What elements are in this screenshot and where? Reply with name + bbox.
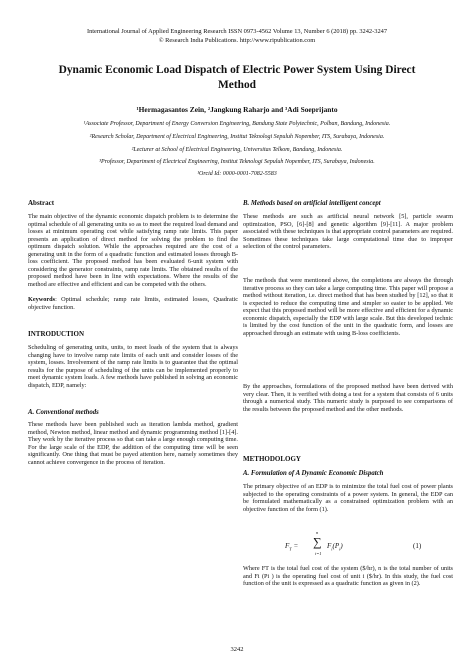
keywords-text: : Optimal schedule; ramp rate limits, estimated losses, Quadratic objective function. (28, 296, 238, 311)
equation-sum-lower: i=1 (315, 551, 322, 556)
ai-methods-p1: These methods are such as artificial neural network [5], particle swarm optimization, PSO, [6]-[8] and genetic algorithm [9]-[11]. A major problem associated with these techniques is that appropriate control parameters are required. Sometimes these techniques take large computational time due to improper selection of the control parameters. (243, 213, 453, 251)
affiliation-4: ³Professor, Department of Electrical Engineering, Institut Teknologi Sepuluh Nopember, ITS, Surabaya, Indonesia. (99, 159, 375, 165)
equation-sum-upper: n (316, 530, 319, 535)
equation-number: (1) (413, 542, 422, 550)
affiliation-3: ²Lecturer at School of Electrical Engineering, Universitas Telkom, Bandung, Indonesia. (131, 147, 343, 153)
journal-line-2: © Research India Publications. http://www.ripublication.com (158, 37, 316, 44)
journal-line-1: International Journal of Applied Engineering Research ISSN 0973-4562 Volume 13, Number 6 (2018) pp. 3242-3247 (86, 28, 388, 35)
equation-1 (243, 530, 453, 558)
introduction-heading: INTRODUCTION (28, 330, 85, 338)
authors: ¹Hermagasantos Zein, ²Jangkung Raharjo and ³Adi Soeprijanto (136, 105, 338, 114)
equation-rhs: $F_i(P_i)$ (327, 542, 343, 552)
ai-methods-p2: The methods that were mentioned above, the completions are always the through iterative process so they can take a large computing time. This paper will propose a method without iteration, i.e. direct method that has been studied by [12], so that it is expected to reduce the computing time and simpler so easier to be applied. We expect that this proposed method will be more effective and efficient for a dynamic economic dispatch, especially the EDP with large scale. But this developed technic is limited by the cost function of the unit in the quadratic form, and losses are approached through an estimate with using B-loss coefficients. (243, 277, 453, 337)
page-number: 3242 (230, 646, 244, 653)
keywords (28, 296, 238, 311)
methodology-p2: Where FT is the total fuel cost of the system ($/hr), n is the total number of units and Fi (Pi ) is the operating fuel cost of unit i ($/hr). In this study, the fuel cost function of the unit is expressed as a quadratic function as given in (2). (243, 565, 453, 588)
sum-symbol: ∑ (313, 535, 322, 549)
keywords-label: Keywords (28, 296, 56, 303)
conventional-text: These methods have been published such as iteration lambda method, gradient method, Newton method, linear method and dynamic programming method [1]-[4]. They work by the iterative process so that can take a large enough computing time. For the large scale of the EDP, the addition of the computing time will be seen significantly. One thing that must be payed attention here, namely sometimes they cannot achieve convergence in the process of iteration. (28, 421, 238, 466)
ai-methods-p3: By the approaches, formulations of the proposed method have been derived with very clear. Then, it is verified with doing a test for a system that consists of 6 units through a numerical study. This numeric study is purposed to see comparisons of the results between the proposed method and the other methods. (243, 383, 453, 413)
abstract-heading: Abstract (28, 199, 55, 207)
methodology-heading: METHODOLOGY (243, 455, 301, 463)
formulation-heading: A. Formulation of A Dynamic Economic Dispatch (243, 470, 384, 477)
methodology-p1: The primary objective of an EDP is to minimize the total fuel cost of power plants subjected to the operating constraints of a power system. In general, the EDP can be formulated mathematically as a constrained optimization problem with an objective function of the form (1). (243, 483, 453, 513)
orcid: ¹Orcid Id: 0000-0001-7082-5583 (197, 171, 277, 177)
journal-header (0, 27, 474, 45)
conventional-heading: A. Conventional methods (28, 409, 99, 416)
paper-title: Dynamic Economic Load Dispatch of Electric Power System Using Direct Method (58, 64, 416, 91)
introduction-text: Scheduling of generating units, units, to meet loads of the system that is always changing have to involve ramp rate limits of each unit and consider losses of the system, losses. Involvement of the ramp rate limits is to guarantee that the optimal results for the purpose of scheduling of the units can be implemented properly to meet dynamic system loads. A few methods have published in solving an economic dispatch, EDP, namely: (28, 344, 238, 389)
abstract-text: The main objective of the dynamic economic dispatch problem is to determine the optimal schedule of all generating units so as to meet the required load demand and losses at minimum operating cost while satisfying ramp rate limits. This paper presents an application of direct method for solving the problem to find the optimum dispatch solution. While the approaches required are the cost of a generating unit in the form of a quadratic function and estimated losses through B-loss coefficient. The proposed method has been evaluated 6-unit system with considering the generator constraints, ramp rate limits. The obtained results of the proposed method have been in line with expectations. Where the results of the method are effective and efficient and can be competed with the others. (28, 213, 238, 288)
affiliation-2: ²Research Scholar, Department of Electrical Engineering, Institut Teknologi Sepuluh Nopember, ITS, Surabaya, Indonesia. (89, 134, 385, 140)
equation-lhs: $F_T$ = (285, 542, 299, 552)
affiliation-1: ¹Associate Professor, Department of Energy Conversion Engineering, Bandung State Polytechnic, Polban, Bandung, Indonesia. (83, 121, 391, 127)
ai-methods-heading: B. Methods based on artificial intelligent concept (243, 200, 381, 207)
